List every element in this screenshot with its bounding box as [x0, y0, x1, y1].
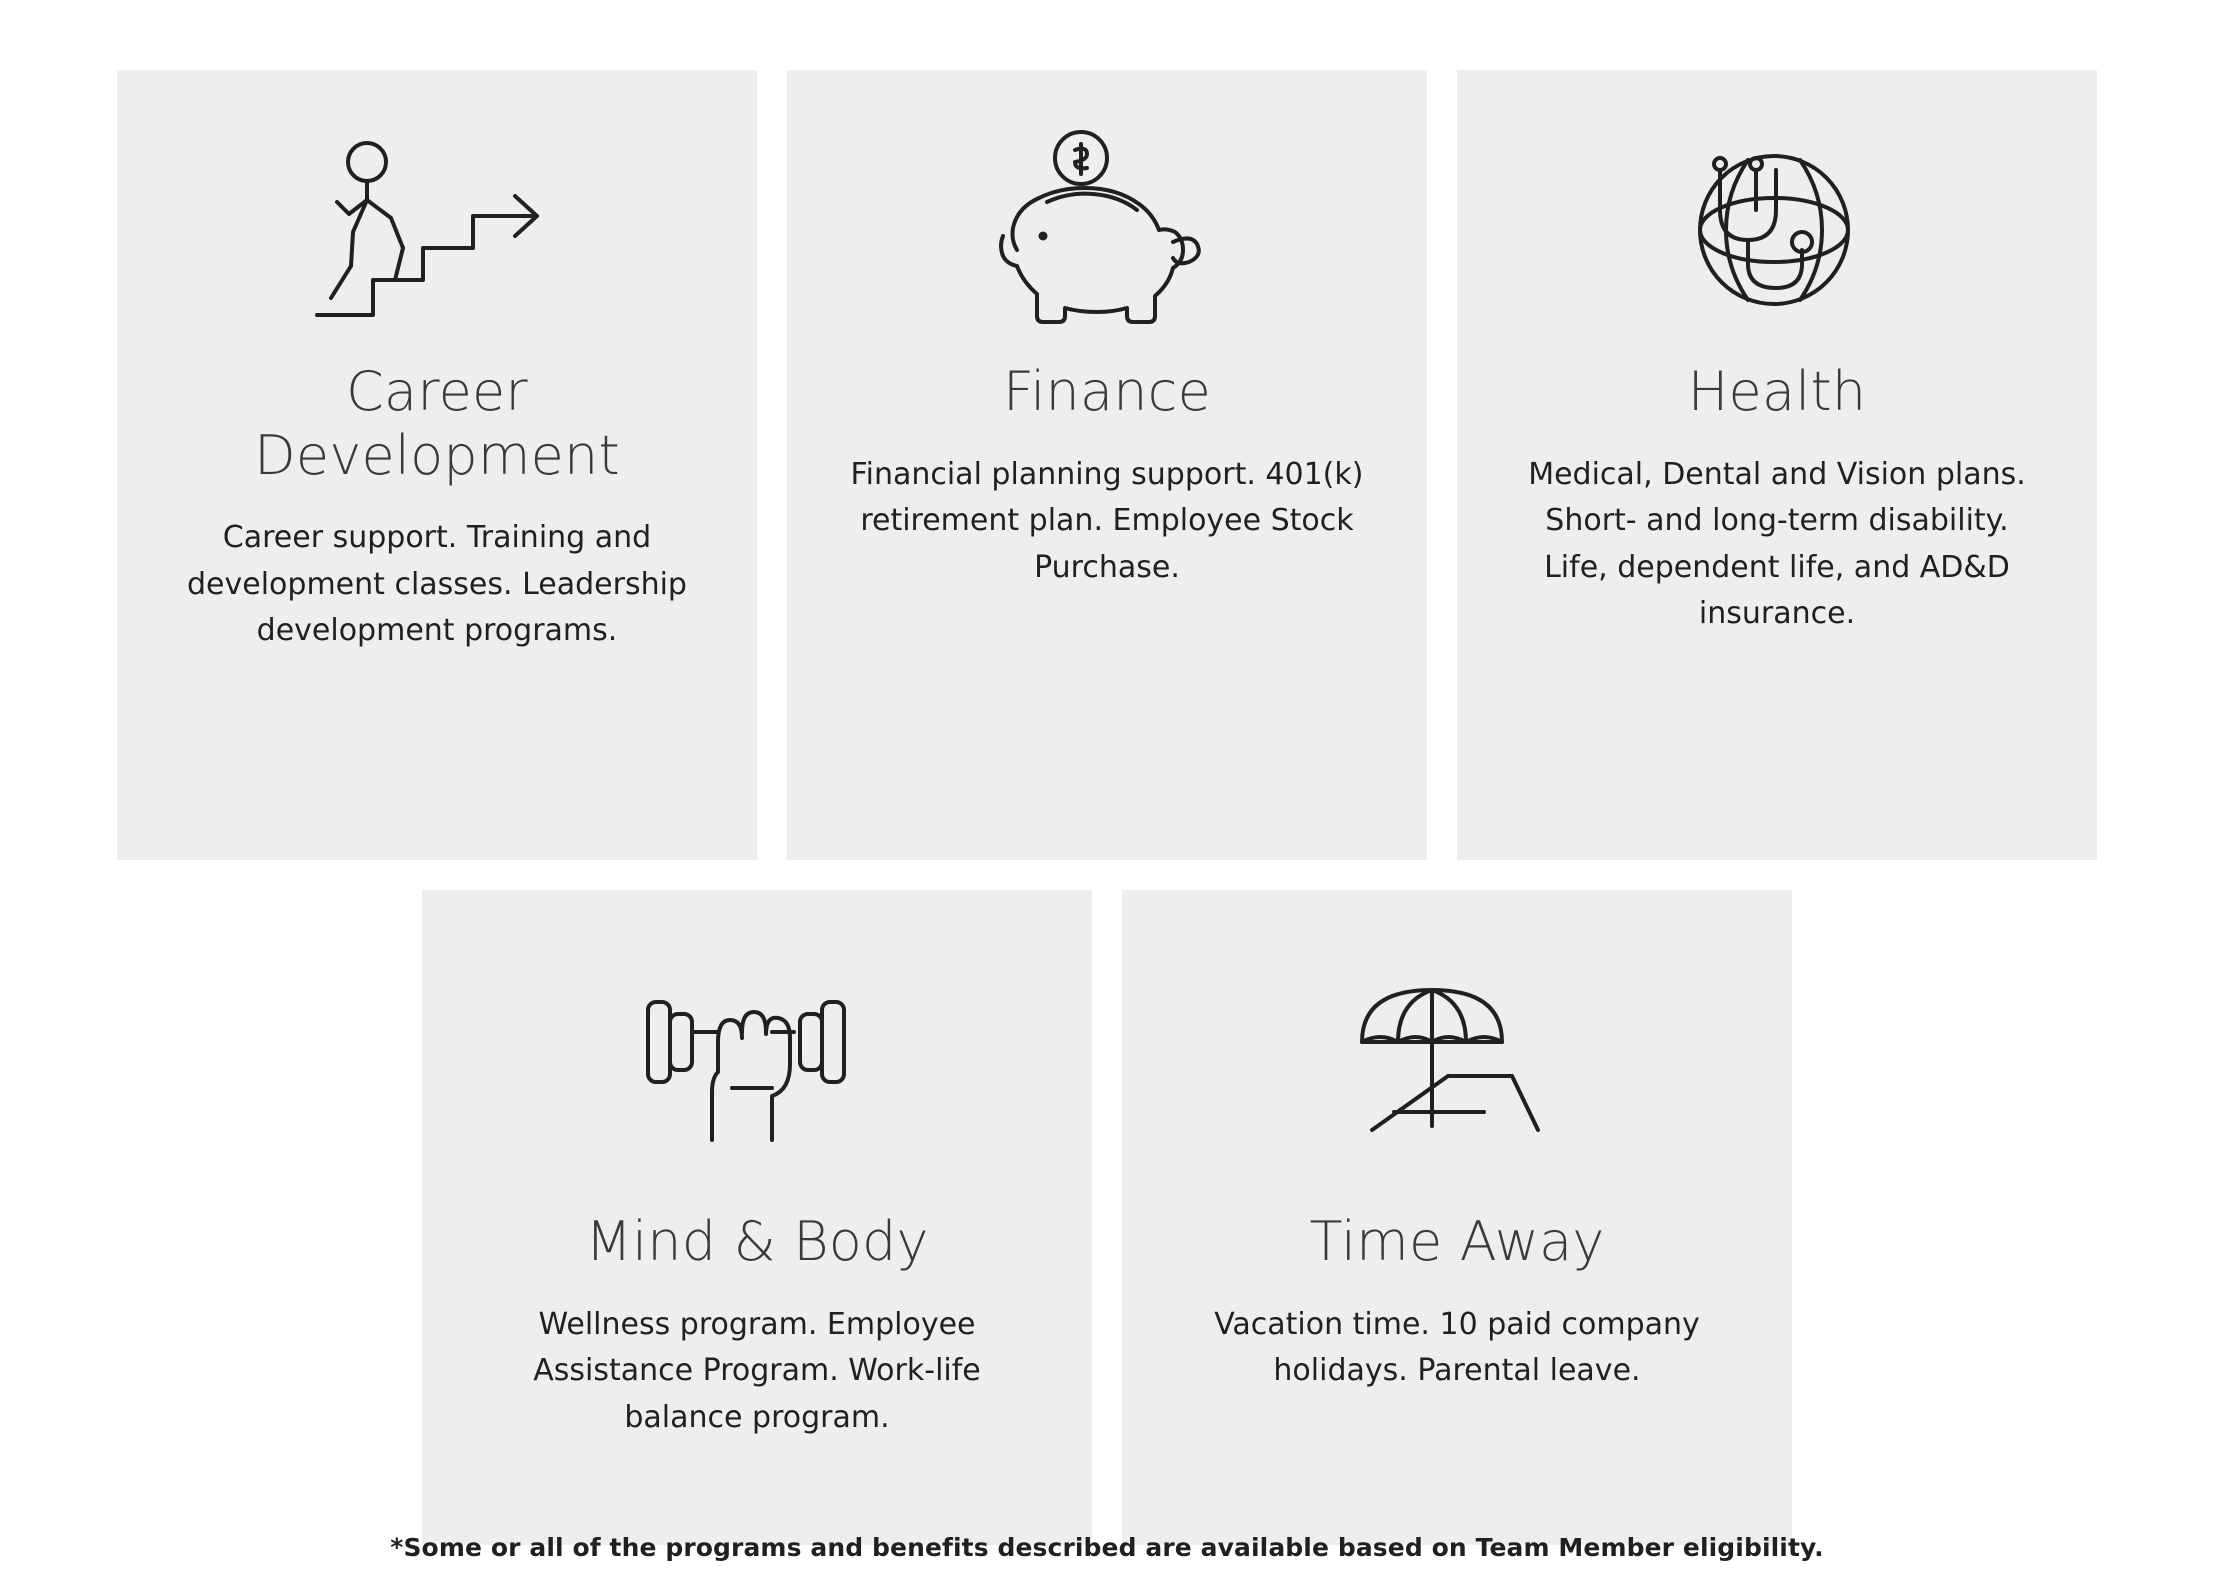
card-title: Mind & Body — [585, 1210, 929, 1273]
benefit-card-mind-and-body — [422, 890, 1092, 1545]
card-title: Finance — [1003, 360, 1211, 423]
card-body: Financial planning support. 401(k) retirement plan. Employee Stock Purchase. — [850, 456, 1364, 585]
card-body: Vacation time. 10 paid company holidays. Parental leave. — [1214, 1306, 1700, 1389]
benefit-card-time-away — [1122, 890, 1792, 1545]
piggy-bank-icon — [977, 120, 1237, 350]
card-title: Time Away — [1309, 1210, 1605, 1273]
card-title: Health — [1687, 360, 1867, 423]
beach-umbrella-chair-icon — [1332, 950, 1582, 1200]
person-climbing-stairs-icon — [307, 120, 567, 350]
card-body: Medical, Dental and Vision plans. Short- and long-term disability. Life, dependent life, and AD&D insurance. — [1528, 456, 2026, 632]
eligibility-footnote: *Some or all of the programs and benefits described are available based on Team Member eligibility. — [390, 1533, 1824, 1562]
card-body: Wellness program. Employee Assistance Program. Work-life balance program. — [533, 1306, 981, 1435]
stethoscope-globe-icon — [1652, 120, 1902, 350]
card-body: Career support. Training and development classes. Leadership development programs. — [187, 520, 687, 649]
dumbbell-hand-icon — [632, 950, 882, 1200]
card-title: Career Development — [254, 360, 620, 487]
benefit-card-career-development — [117, 70, 757, 860]
benefit-card-health — [1457, 70, 2097, 860]
benefits-row-bottom — [0, 890, 2214, 1545]
benefit-card-finance — [787, 70, 1427, 860]
